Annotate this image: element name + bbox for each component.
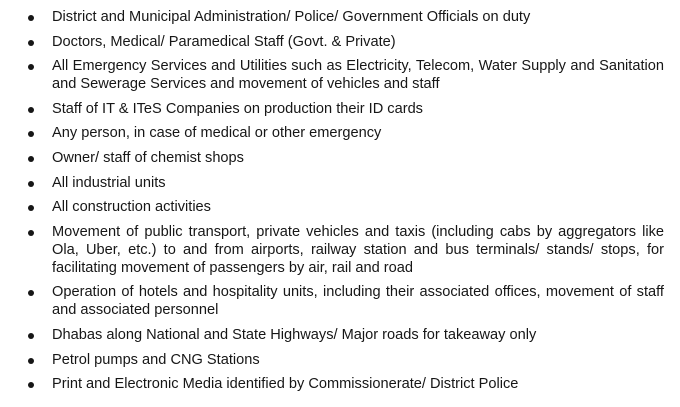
list-item <box>24 375 664 393</box>
bullet-icon <box>28 131 34 137</box>
list-item-text: All Emergency Services and Utilities such as Electricity, Telecom, Water Supply and Sanitation and Sewerage Services and movement of vehicles and staff <box>52 58 664 93</box>
list-item-text: All industrial units <box>52 174 166 191</box>
list-item <box>24 57 664 93</box>
bullet-icon <box>28 230 34 236</box>
list-item-text: Petrol pumps and CNG Stations <box>52 351 260 368</box>
list-item-text: Doctors, Medical/ Paramedical Staff (Govt. & Private) <box>52 33 396 50</box>
list-item-text: Dhabas along National and State Highways/ Major roads for takeaway only <box>52 326 537 343</box>
bullet-icon <box>28 205 34 211</box>
bullet-icon <box>28 290 34 296</box>
list-item-text: Operation of hotels and hospitality units, including their associated offices, movement of staff and associated personnel <box>52 284 664 319</box>
list-item <box>24 100 664 118</box>
list-item-text: Any person, in case of medical or other emergency <box>52 125 382 142</box>
bullet-icon <box>28 181 34 187</box>
bullet-icon <box>28 358 34 364</box>
exemption-list <box>24 8 664 400</box>
list-item <box>24 198 664 216</box>
list-item <box>24 33 664 51</box>
list-item <box>24 326 664 344</box>
bullet-icon <box>28 156 34 162</box>
list-item <box>24 174 664 192</box>
list-item <box>24 223 664 277</box>
list-item <box>24 149 664 167</box>
list-item <box>24 283 664 319</box>
list-item-text: Owner/ staff of chemist shops <box>52 149 244 166</box>
bullet-icon <box>28 333 34 339</box>
list-item-text: Staff of IT & ITeS Companies on production their ID cards <box>52 100 423 117</box>
list-item <box>24 124 664 142</box>
list-item <box>24 351 664 369</box>
bullet-icon <box>28 15 34 21</box>
list-item-text: All construction activities <box>52 199 211 216</box>
list-item-text: Movement of public transport, private vehicles and taxis (including cabs by aggregators like Ola, Uber, etc.) to and from airports, railway station and bus terminals/ stands/ stops, for facilitating movement of passengers by air, rail and road <box>52 223 664 276</box>
list-item <box>24 8 664 26</box>
bullet-icon <box>28 64 34 70</box>
list-item-text: District and Municipal Administration/ Police/ Government Officials on duty <box>52 9 531 25</box>
bullet-icon <box>28 382 34 388</box>
list-item-text: Print and Electronic Media identified by Commissionerate/ District Police <box>52 376 519 393</box>
bullet-icon <box>28 107 34 113</box>
bullet-icon <box>28 40 34 46</box>
